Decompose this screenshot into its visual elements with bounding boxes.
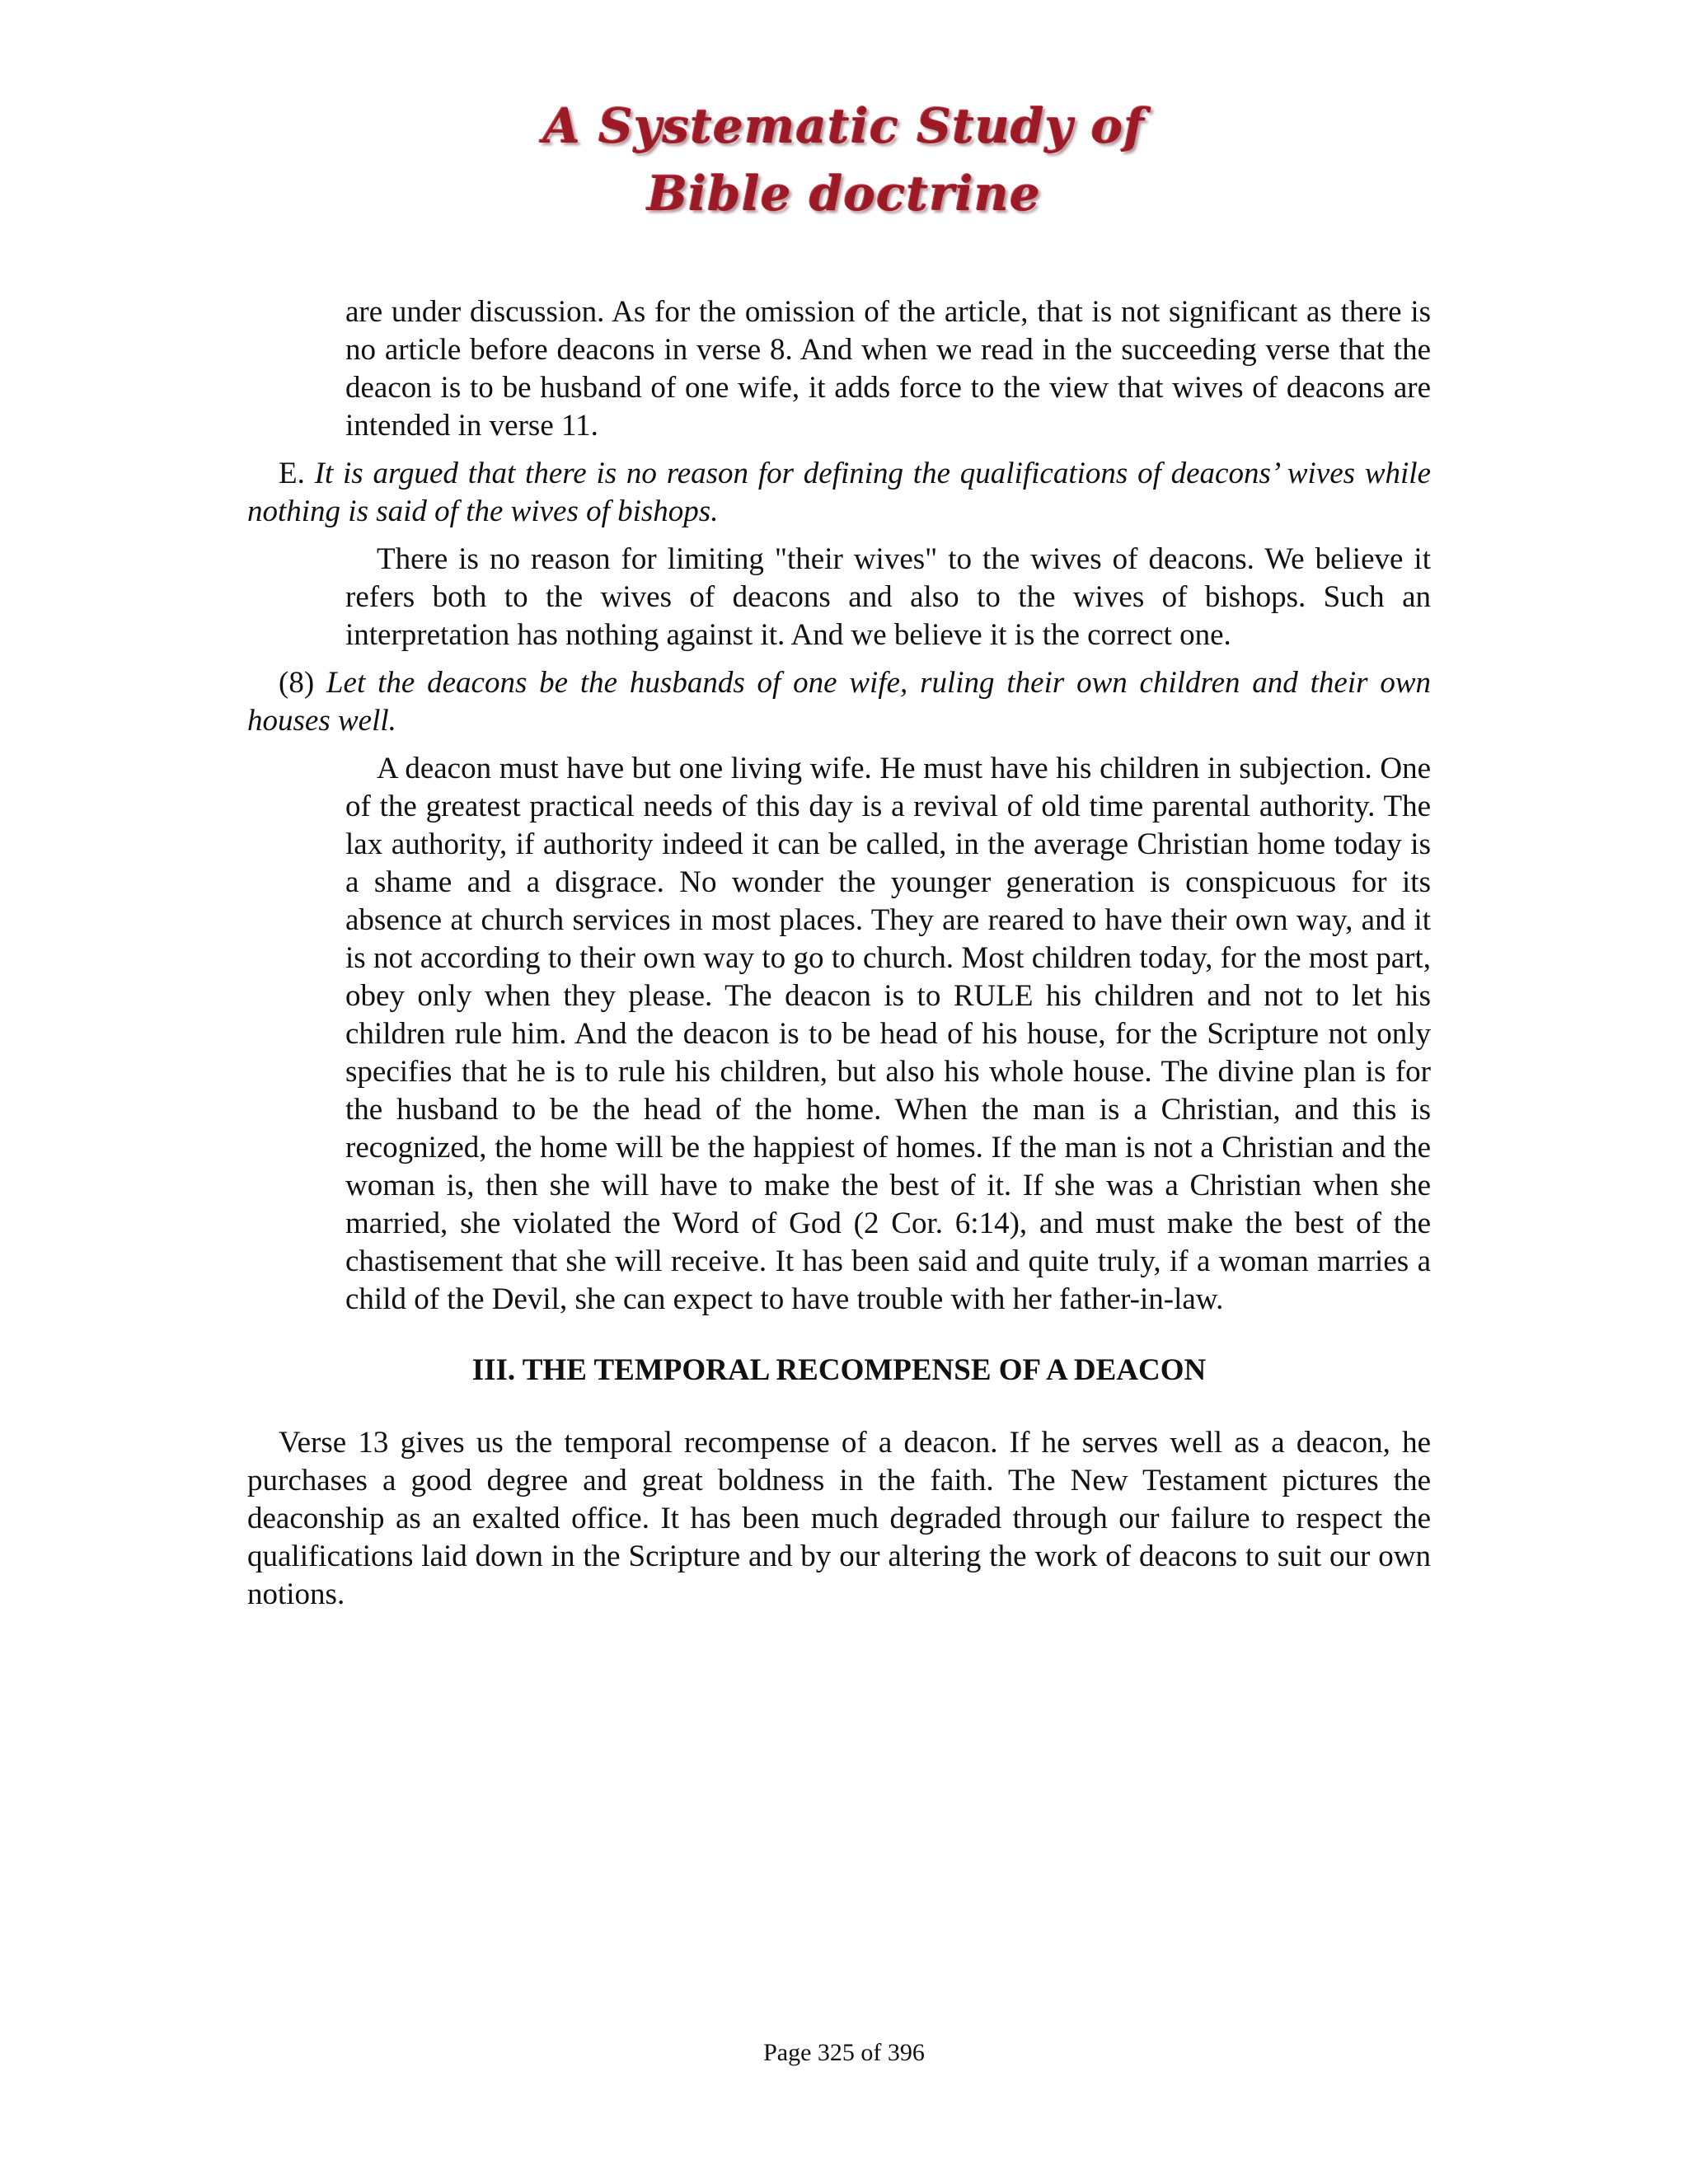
objection-e-label: E. <box>279 457 305 490</box>
objection-e-text: It is argued that there is no reason for defining the qualifications of deacons’ wives while nothing is said of the wives of bishops. <box>247 457 1431 528</box>
section-heading: III. THE TEMPORAL RECOMPENSE OF A DEACON <box>471 1353 1207 1387</box>
objection-e-answer: There is no reason for limiting "their wives" to the wives of deacons. We believe it refers both to the wives of deacons and also to the wives of bishops. Such an interpretation has nothing against it. And we believe it is the correct one. <box>345 542 1431 652</box>
section-paragraph: Verse 13 gives us the temporal recompense of a deacon. If he serves well as a deacon, he purchases a good degree and great boldness in the faith. The New Testament pictures the deaconship as an exalted office. It has been much degraded through our failure to respect the qualifications laid down in the Scripture and by our altering the work of deacons to suit our own notions. <box>247 1426 1431 1611</box>
verse-8 <box>247 664 1431 740</box>
book-title-line-1: A Systematic Study of <box>542 98 1146 154</box>
continued-paragraph: are under discussion. As for the omission of the article, that is not significant as there is no article before deacons in verse 8. And when we read in the succeeding verse that the deacon is to be husband of one wife, it adds force to the view that wives of deacons are intended in verse 11. <box>345 295 1431 443</box>
page-number: Page 325 of 396 <box>763 2039 925 2066</box>
book-title-header <box>0 92 1688 227</box>
book-title-line-2: Bible doctrine <box>647 166 1041 222</box>
objection-e <box>247 455 1431 531</box>
page-body <box>247 293 1431 1624</box>
verse-8-text: Let the deacons be the husbands of one wife, ruling their own children and their own houses well. <box>247 666 1431 738</box>
verse-8-commentary: A deacon must have but one living wife. He must have his children in subjection. One of the greatest practical needs of this day is a revival of old time parental authority. The lax authority, if authority indeed it can be called, in the average Christian home today is a shame and a disgrace. No wonder the younger generation is conspicuous for its absence at church services in most places. They are reared to have their own way, and it is not according to their own way to go to church. Most children today, for the most part, obey only when they please. The deacon is to RULE his children and not to let his children rule him. And the deacon is to be head of his house, for the Scripture not only specifies that he is to rule his children, but also his whole house. The divine plan is for the husband to be the head of the home. When the man is a Christian, and this is recognized, the home will be the happiest of homes. If the man is not a Christian and the woman is, then she will have to make the best of it. If she was a Christian when she married, she violated the Word of God (2 Cor. 6:14), and must make the best of the chastisement that she will receive. It has been said and quite truly, if a woman marries a child of the Devil, she can expect to have trouble with her father-in-law. <box>345 752 1431 1316</box>
verse-8-label: (8) <box>279 666 315 700</box>
